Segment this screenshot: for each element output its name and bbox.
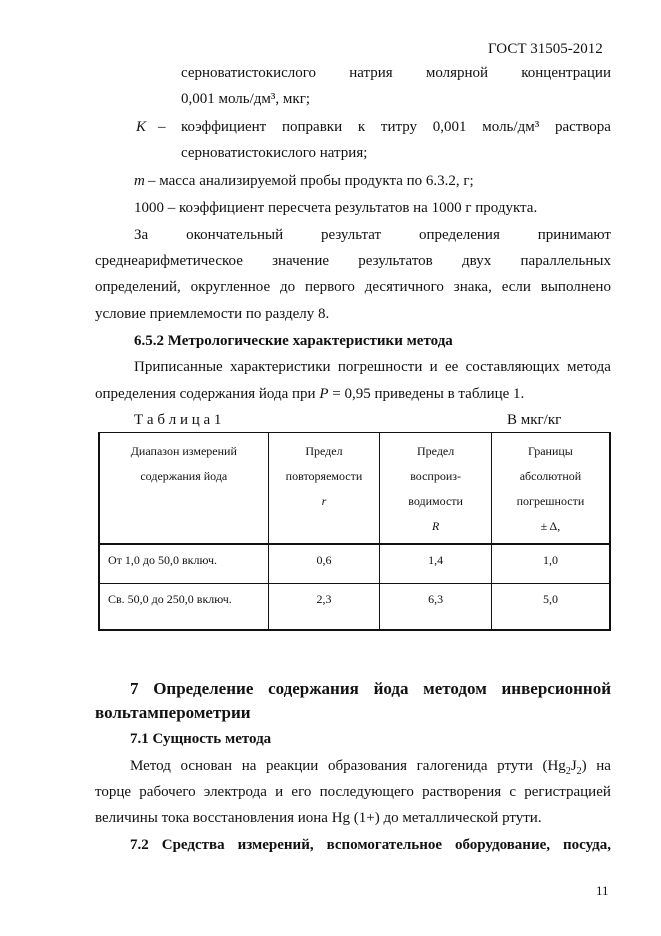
word: измерений, [237, 837, 314, 853]
word: параллельных [520, 253, 611, 269]
word: на [241, 758, 257, 774]
word: Приписанные [134, 359, 223, 375]
section-7-1-title: 7.1 Сущность метода [130, 731, 272, 747]
paragraph-3-line-1 [130, 757, 611, 781]
section-7-title-line-1 [130, 678, 611, 700]
section-6-5-2-title: 6.5.2 Метрологические характеристики метода [134, 333, 453, 349]
table-cell: 1,0 [491, 544, 610, 583]
header-text: содержания йода [140, 469, 228, 483]
header-symbol: R [431, 519, 440, 533]
formula-sub: 2 [576, 766, 582, 777]
word: содержания [268, 679, 359, 698]
word: 0,001 [432, 119, 467, 135]
word: метода [567, 359, 611, 375]
word: оборудование, [454, 837, 550, 853]
word: ее [444, 359, 459, 375]
header-text: Предел [416, 444, 455, 458]
definition-k-line-2: серноватистокислого натрия; [181, 145, 368, 161]
word: За [134, 227, 149, 243]
table-cell: Св. 50,0 до 250,0 включ. [99, 583, 268, 630]
table-header-cell [380, 433, 492, 545]
probability-symbol: P [319, 386, 329, 402]
header-text: Предел [305, 444, 343, 458]
word: реакции [265, 758, 319, 774]
word: характеристики [230, 359, 331, 375]
table-cell: 0,6 [268, 544, 380, 583]
paragraph-1-line-4: условие приемлемости по разделу 8. [95, 306, 330, 322]
definition-line-2: 0,001 моль/дм³, мкг; [181, 91, 311, 107]
header-text: повторяемости [285, 469, 363, 483]
word: рабочего [139, 784, 196, 800]
table-cell: 2,3 [268, 583, 380, 630]
header-text: погрешности [516, 494, 585, 508]
table-header-cell [268, 433, 380, 545]
word: йода [373, 679, 409, 698]
paragraph-1-line-1 [134, 226, 611, 244]
word: посуда, [562, 837, 611, 853]
word: титру [380, 119, 418, 135]
word: значение [272, 253, 330, 269]
word: последующего [319, 784, 414, 800]
word: двух [462, 253, 492, 269]
table-header-cell [491, 433, 610, 545]
word: Определение [153, 679, 254, 698]
table-header-row [99, 433, 610, 545]
header-symbol: r [321, 494, 327, 508]
word: с [509, 784, 517, 800]
table-caption: Т а б л и ц а 1 [134, 412, 222, 428]
formula-hg2j2 [542, 757, 586, 781]
word: коэффициент [181, 119, 267, 135]
symbol-k-dash: – [158, 119, 166, 135]
symbol-k: К [136, 119, 146, 135]
word: торце [95, 784, 132, 800]
word: результат [320, 227, 382, 243]
section-7-2-title [130, 836, 611, 854]
table-cell: 1,4 [380, 544, 492, 583]
word: до [279, 279, 296, 295]
header-text: Диапазон измерений [130, 444, 237, 458]
table-header-cell [99, 433, 268, 545]
paragraph-3-line-3: величины тока восстановления иона Hg (1+) до металлической ртути. [95, 810, 542, 826]
word: к [357, 119, 366, 135]
word: определения [418, 227, 500, 243]
header-text: воспроиз- [410, 469, 462, 483]
table-unit: В мкг/кг [507, 412, 562, 428]
table-cell: От 1,0 до 50,0 включ. [99, 544, 268, 583]
header-text: абсолютной [519, 469, 582, 483]
header-text: водимости [408, 494, 463, 508]
paragraph-2-line-2 [95, 385, 524, 403]
word: и [275, 784, 284, 800]
word: среднеарифметическое [95, 253, 243, 269]
word: инверсионной [501, 679, 611, 698]
definition-1000: 1000 – коэффициент пересчета результатов на 1000 г продукта. [134, 200, 538, 216]
table-cell: 6,3 [380, 583, 492, 630]
document-code: ГОСТ 31505-2012 [488, 41, 603, 57]
word: результатов [358, 253, 433, 269]
word: Метод [130, 758, 171, 774]
word: округленное [190, 279, 271, 295]
word: выполнено [540, 279, 611, 295]
metrology-table [98, 432, 611, 631]
word: методом [423, 679, 487, 698]
formula-sub: 2 [565, 766, 571, 777]
word: на [596, 758, 611, 774]
word: его [291, 784, 312, 800]
header-text: ± Δ, [540, 519, 561, 533]
definition-m: – масса анализируемой пробы продукта по 6.3.2, г; [148, 173, 474, 189]
word: десятичного [364, 279, 444, 295]
word: поправки [281, 119, 343, 135]
word: определений, [95, 279, 181, 295]
word: составляющих [465, 359, 560, 375]
word: электрода [203, 784, 267, 800]
word: и [429, 359, 438, 375]
definition-k-line-1 [181, 118, 611, 136]
word: вспомогательное [326, 837, 442, 853]
word: если [501, 279, 531, 295]
word: концентрации [521, 65, 611, 81]
paragraph-3-line-2 [95, 783, 611, 801]
word: знака, [453, 279, 492, 295]
page-number: 11 [596, 883, 609, 898]
word: серноватистокислого [181, 65, 317, 81]
formula-part: (Hg [542, 758, 566, 774]
word: 7.2 [130, 837, 149, 853]
header-text: Границы [528, 444, 573, 458]
table-row [99, 544, 610, 583]
word: натрия [349, 65, 393, 81]
word: образования [327, 758, 408, 774]
definition-line-1 [181, 64, 611, 82]
section-7-title-line-2: вольтамперометрии [95, 703, 251, 722]
formula-part: J [570, 758, 577, 774]
text-run: определения содержания йода при [95, 386, 320, 402]
table-row [99, 583, 610, 630]
word: погрешности [337, 359, 423, 375]
word: растворения [422, 784, 502, 800]
text-run: = 0,95 приведены в таблице 1. [328, 386, 525, 402]
word: 7 [130, 679, 139, 698]
paragraph-1-line-3 [95, 278, 611, 296]
word: окончательный [186, 227, 284, 243]
word: галогенида [416, 758, 488, 774]
word: первого [304, 279, 355, 295]
paragraph-1-line-2 [95, 252, 611, 270]
word: раствора [554, 119, 611, 135]
word: молярной [425, 65, 489, 81]
word: моль/дм³ [482, 119, 540, 135]
word: регистрацией [524, 784, 611, 800]
formula-part: ) [581, 758, 587, 774]
word: Средства [161, 837, 225, 853]
word: принимают [537, 227, 611, 243]
paragraph-2-line-1 [134, 358, 611, 376]
table-cell: 5,0 [491, 583, 610, 630]
word: основан [180, 758, 233, 774]
word: ртути [497, 758, 533, 774]
symbol-m: m [134, 173, 145, 189]
